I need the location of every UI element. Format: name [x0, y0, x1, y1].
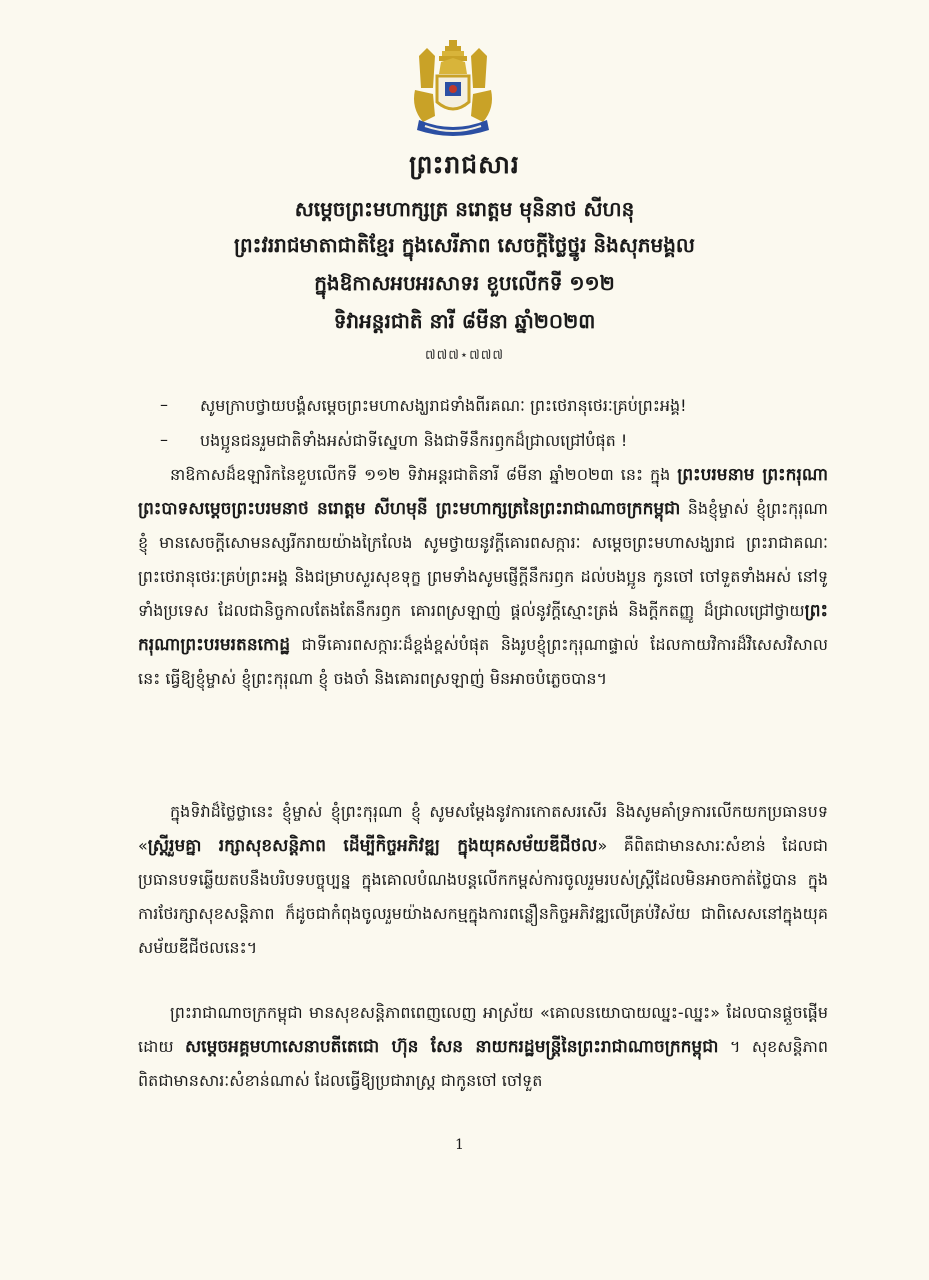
paragraph-text: ។ សុខសន្តិភាព ពិតជាមានសារៈសំខាន់ណាស់ ដែលធ្វើឱ្យប្រជារាស្ត្រ ជាកូនចៅ ចៅទួត	[138, 1037, 828, 1090]
paragraph-text: នាឱកាសដ៏ឧឡារិកនៃខួបលើកទី ១១២ ទិវាអន្តរជាតិនារី ៨មីនា ឆ្នាំ២០២៣ នេះ ក្នុង	[170, 465, 678, 484]
paragraph-text: និងខ្ញុំម្ចាស់ ខ្ញុំព្រះកុរុណា ខ្ញុំ មានសេចក្តីសោមនស្សរីករាយយ៉ាងក្រៃលែង សូមថ្វាយនូវក្តីគោរពសក្ការៈ សម្តេចព្រះមហាសង្ឃរាជ ព្រះរាជាគណៈ ព្រះថេរានុថេរៈគ្រប់ព្រះអង្គ និងជម្រាបសួរសុខទុក្ខ ព្រមទាំងសូមផ្ញើក្តីនឹករឭក ដល់បងប្អូន កូនចៅ ចៅទួតទាំងអស់ នៅទូទាំងប្រទេស ដែលជានិច្ចកាលតែងតែនឹករឭក គោរពស្រឡាញ់ ផ្តល់នូវក្តីស្មោះត្រង់ និងក្តីកតញ្ញូ ដ៏ជ្រាលជ្រៅថ្វាយ	[138, 499, 829, 620]
salutation-text: សូមក្រាបថ្វាយបង្គំសម្តេចព្រះមហាសង្ឃរាជទាំងពីរគណៈ ព្រះថេរានុថេរៈគ្រប់ព្រះអង្គ!	[200, 396, 687, 415]
body-paragraph-2	[138, 795, 828, 965]
paragraph-text: ក្នុងទិវាដ៏ថ្លៃថ្លានេះ ខ្ញុំម្ចាស់ ខ្ញុំព្រះកុរុណា ខ្ញុំ សូមសម្តែងនូវការកោតសរសើរ និងសូមគាំទ្រការលើកយកប្រធានបទ «	[138, 802, 828, 855]
emphasized-text: សម្តេចអគ្គមហាសេនាបតីតេជោ ហ៊ុន សែន នាយករដ្ឋមន្ត្រីនៃព្រះរាជាណាចក្រកម្ពុជា	[184, 1037, 719, 1057]
document-title: ព្រះរាជសារ	[409, 150, 520, 179]
heading-line-4: ទិវាអន្តរជាតិ នារី ៨មីនា ឆ្នាំ២០២៣	[333, 309, 596, 333]
ornament-divider: ៧៧៧⋆៧៧៧	[424, 348, 505, 363]
heading-line-3: ក្នុងឱកាសអបអរសាទរ ខួបលើកទី ១១២	[314, 271, 615, 295]
paragraph-text: ព្រះរាជាណាចក្រកម្ពុជា មានសុខសន្តិភាពពេញលេញ អាស្រ័យ «គោលនយោបាយឈ្នះ-ឈ្នះ» ដែលបានផ្តួចផ្តើមដោយ	[138, 1003, 828, 1056]
heading-line-1: សម្តេចព្រះមហាក្សត្រ នរោត្តម មុនិនាថ សីហនុ	[294, 197, 635, 221]
list-dash: –	[160, 395, 168, 414]
paragraph-text: ជាទីគោរពសក្ការៈដ៏ខ្ពង់ខ្ពស់បំផុត និងរូបខ្ញុំព្រះកុរុណាផ្ទាល់ ដែលកាយវិការដ៏វិសេសវិសាលនេះ ធ្វើឱ្យខ្ញុំម្ចាស់ ខ្ញុំព្រះកុរុណា ខ្ញុំ ចងចាំ និងគោរពស្រឡាញ់ មិនអាចបំភ្លេចបាន។	[138, 635, 828, 688]
emphasized-text: ព្រះករុណាព្រះបរមរតនកោដ្ឋ	[138, 601, 828, 655]
emphasized-text: ព្រះបរមនាម ព្រះករុណា ព្រះបាទសម្តេចព្រះបរមនាថ នរោត្តម សីហមុនី ព្រះមហាក្សត្រនៃព្រះរាជាណាចក្រកម្ពុជា	[138, 465, 828, 519]
royal-coat-of-arms-icon	[405, 38, 501, 142]
salutation-text: បងប្អូនជនរួមជាតិទាំងអស់ជាទីស្នេហា និងជាទីនឹករឭកដ៏ជ្រាលជ្រៅបំផុត !	[200, 431, 628, 450]
body-paragraph-1	[138, 458, 828, 696]
body-paragraph-3	[138, 996, 828, 1098]
list-dash: –	[160, 430, 168, 449]
page-number: 1	[455, 1137, 464, 1153]
emphasized-text: ស្ត្រីរួមគ្នា រក្សាសុខសន្តិភាព ដើម្បីកិច្ចអភិវឌ្ឍ ក្នុងយុគសម័យឌីជីថល	[147, 836, 598, 856]
heading-line-2: ព្រះវររាជមាតាជាតិខ្មែរ ក្នុងសេរីភាព សេចក្តីថ្លៃថ្នូរ និងសុភមង្គល	[234, 233, 695, 257]
paragraph-text: » គឺពិតជាមានសារៈសំខាន់ ដែលជាប្រធានបទឆ្លើយតបនឹងបរិបទបច្ចុប្បន្ន ក្នុងគោលបំណងបន្តលើកកម្ពស់ការចូលរួមរបស់ស្ត្រីដែលមិនអាចកាត់ថ្លៃបាន ក្នុងការថែរក្សាសុខសន្តិភាព ក៏ដូចជាកំពុងចូលរួមយ៉ាងសកម្មក្នុងការពន្លឿនកិច្ចអភិវឌ្ឍលើគ្រប់វិស័យ ជាពិសេសនៅក្នុងយុគសម័យឌីជីថលនេះ។	[138, 836, 828, 957]
